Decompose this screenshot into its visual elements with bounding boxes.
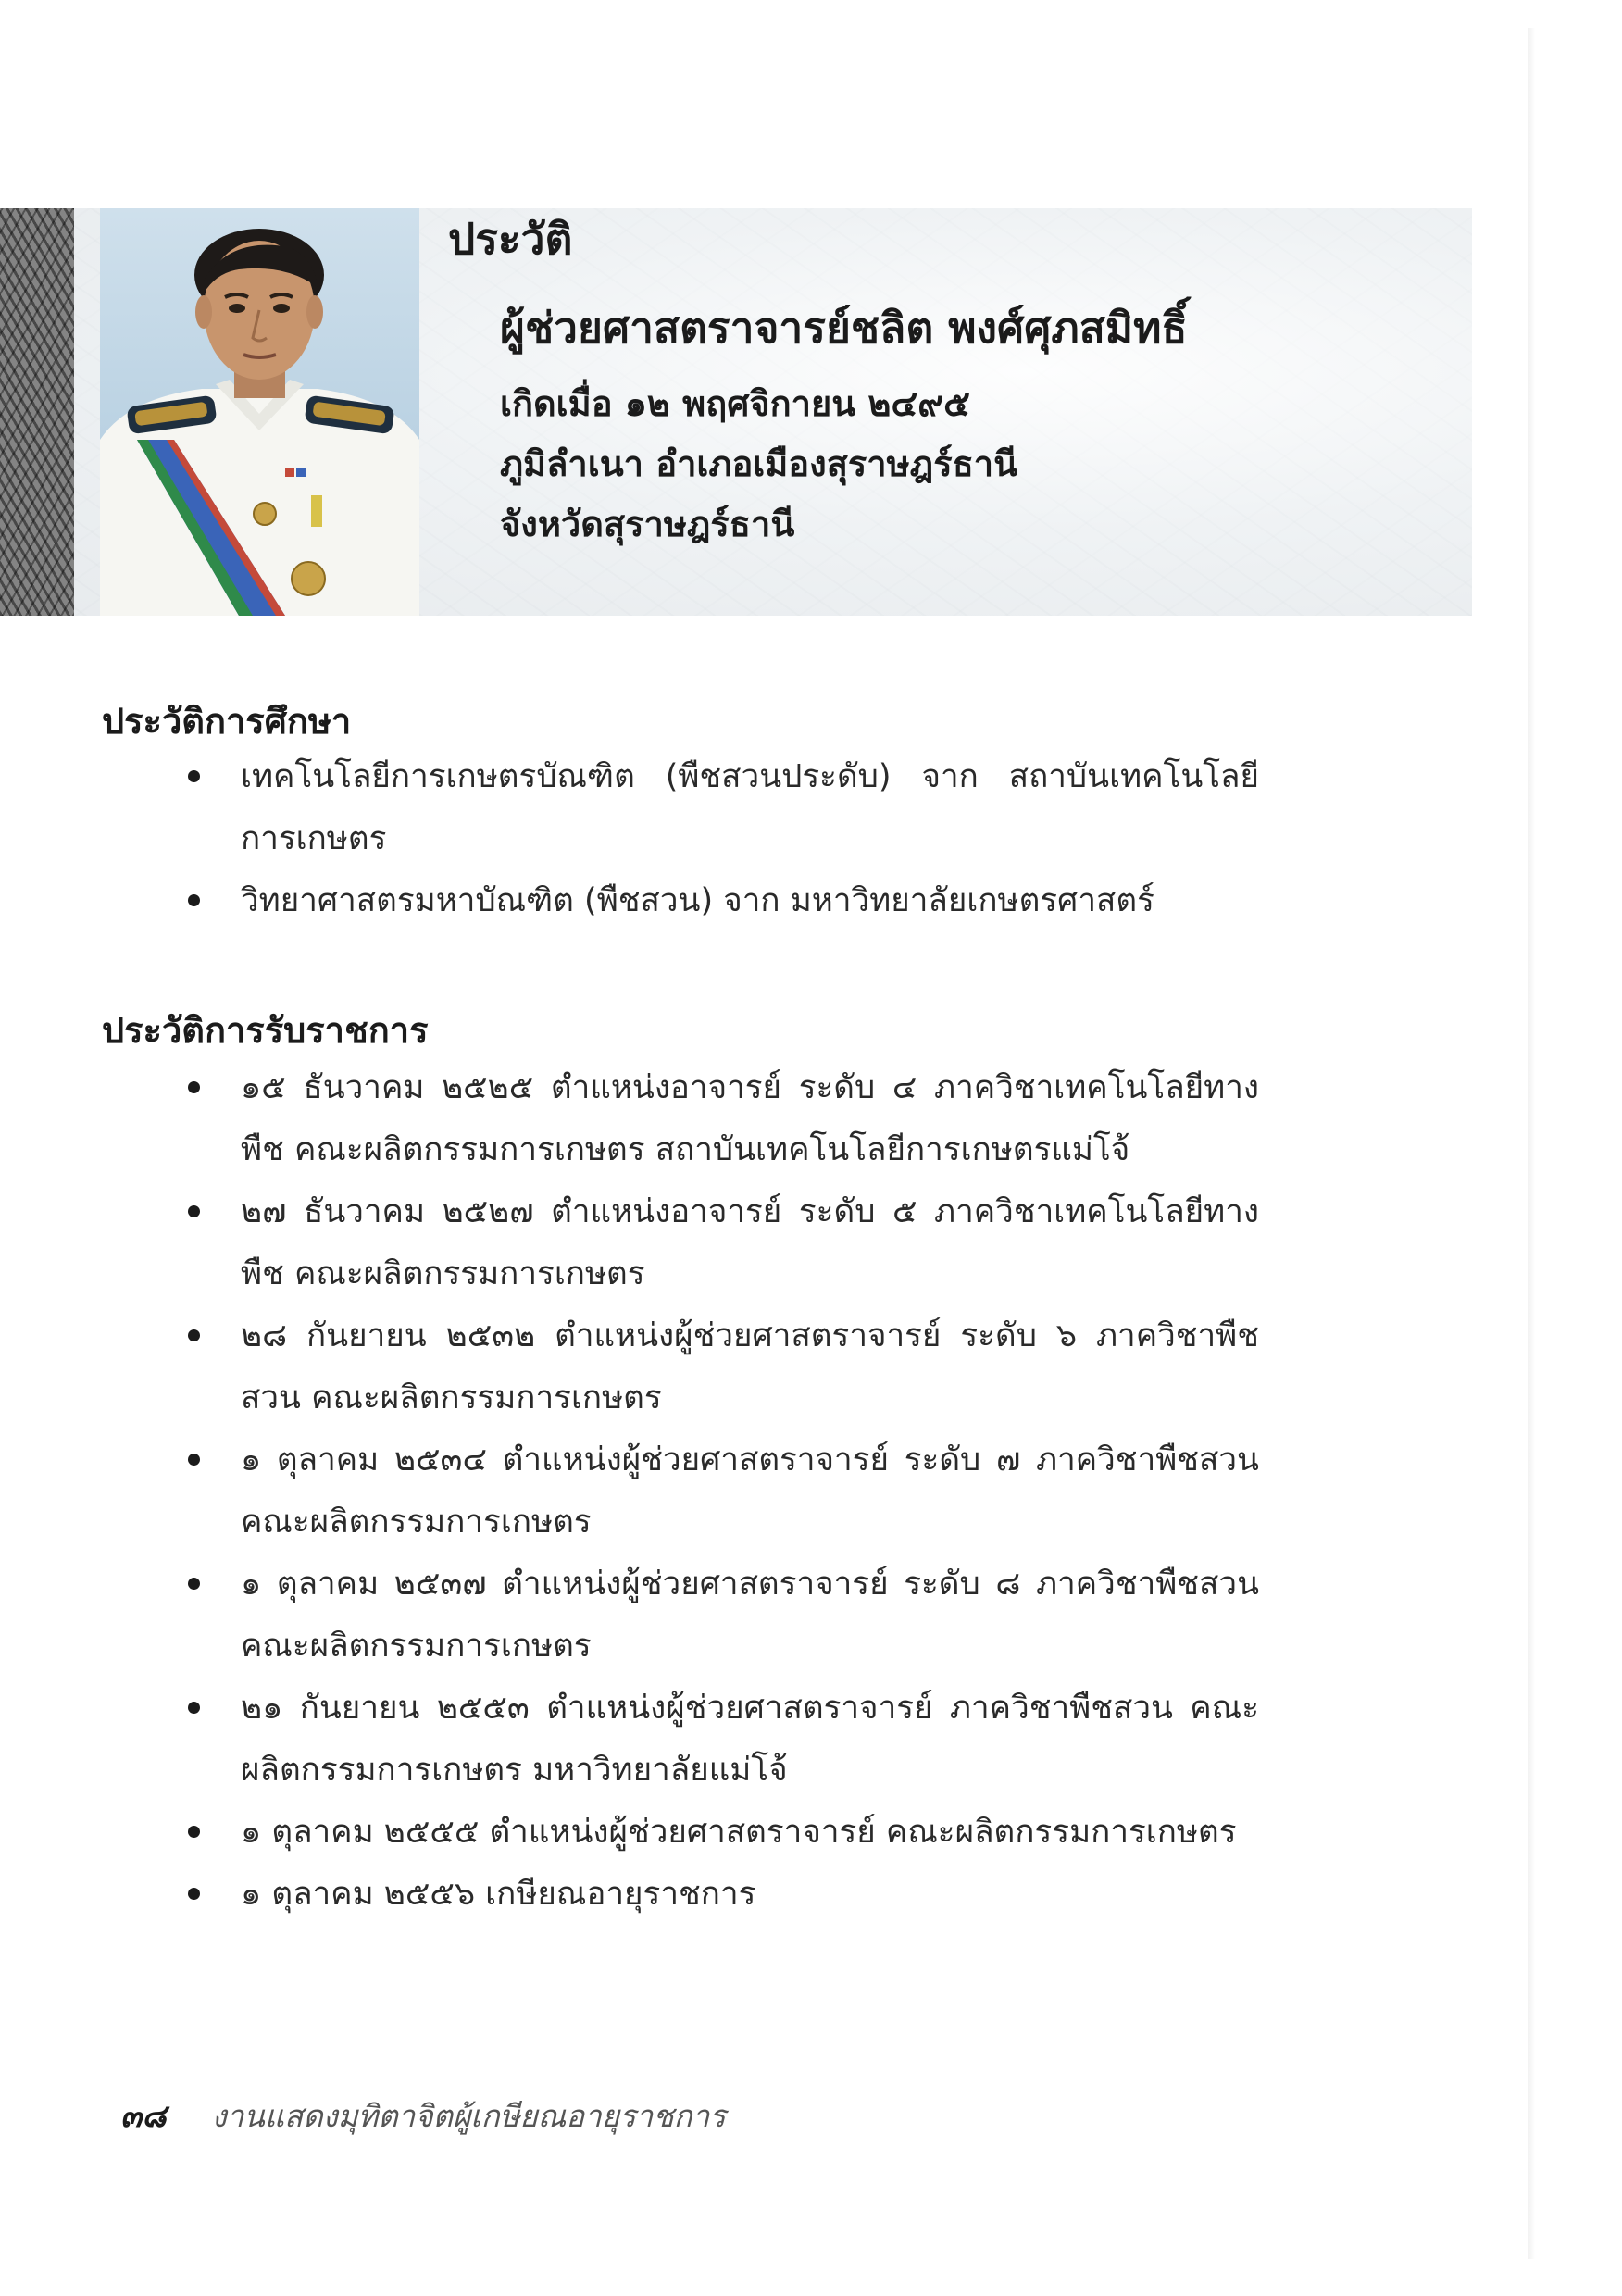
bullet-icon [188, 1454, 200, 1466]
career-item-text: ๑ ตุลาคม ๒๕๓๔ ตำแหน่งผู้ช่วยศาสตราจารย์ ระดับ ๗ ภาควิชาพืชสวน คณะผลิตกรรมการเกษตร [241, 1441, 1259, 1541]
list-item [0, 1057, 1259, 1181]
list-item [0, 746, 1259, 870]
career-item-text: ๒๑ กันยายน ๒๕๕๓ ตำแหน่งผู้ช่วยศาสตราจารย์ ภาควิชาพืชสวน คณะผลิตกรรมการเกษตร มหาวิทยาลัยแม่โจ้ [241, 1690, 1259, 1789]
bullet-icon [188, 1205, 200, 1217]
career-item-text: ๑ ตุลาคม ๒๕๓๗ ตำแหน่งผู้ช่วยศาสตราจารย์ ระดับ ๘ ภาควิชาพืชสวน คณะผลิตกรรมการเกษตร [241, 1566, 1259, 1665]
list-item [0, 1181, 1259, 1305]
footer-title: งานแสดงมุทิตาจิตผู้เกษียณอายุราชการ [211, 2098, 726, 2134]
education-item-text: วิทยาศาสตรมหาบัณฑิต (พืชสวน) จาก มหาวิทยาลัยเกษตรศาสตร์ [241, 882, 1154, 919]
list-item [0, 1678, 1259, 1802]
education-heading: ประวัติการศึกษา [102, 701, 352, 742]
leaf-texture-strip [0, 208, 74, 616]
hometown-line-1: ภูมิลำเนา อำเภอเมืองสุราษฎร์ธานี [500, 443, 1018, 484]
person-name: ผู้ช่วยศาสตราจารย์ชลิต พงศ์ศุภสมิทธิ์ [500, 303, 1188, 353]
bullet-icon [188, 1888, 200, 1900]
career-item-text: ๑ ตุลาคม ๒๕๕๕ ตำแหน่งผู้ช่วยศาสตราจารย์ คณะผลิตกรรมการเกษตร [241, 1814, 1237, 1851]
birth-date: เกิดเมื่อ ๑๒ พฤศจิกายน ๒๔๙๕ [500, 383, 970, 424]
list-item [0, 1802, 1259, 1864]
list-item [0, 1864, 1259, 1926]
list-item [0, 1305, 1259, 1429]
career-item-text: ๑๕ ธันวาคม ๒๕๒๕ ตำแหน่งอาจารย์ ระดับ ๔ ภาควิชาเทคโนโลยีทางพืช คณะผลิตกรรมการเกษตร สถาบันเทคโนโลยีการเกษตรแม่โจ้ [241, 1069, 1259, 1168]
list-item [0, 1554, 1259, 1678]
page-edge [1528, 28, 1535, 2259]
career-item-text: ๒๘ กันยายน ๒๕๓๒ ตำแหน่งผู้ช่วยศาสตราจารย์ ระดับ ๖ ภาควิชาพืชสวน คณะผลิตกรรมการเกษตร [241, 1317, 1259, 1416]
career-heading: ประวัติการรับราชการ [102, 1010, 429, 1051]
bullet-icon [188, 894, 200, 906]
bullet-icon [188, 1081, 200, 1093]
career-item-text: ๒๗ ธันวาคม ๒๕๒๗ ตำแหน่งอาจารย์ ระดับ ๕ ภาควิชาเทคโนโลยีทางพืช คณะผลิตกรรมการเกษตร [241, 1193, 1259, 1292]
bio-title: ประวัติ [448, 214, 573, 264]
bullet-icon [188, 770, 200, 782]
list-item [0, 1429, 1259, 1554]
hometown-line-2: จังหวัดสุราษฎร์ธานี [500, 504, 795, 544]
bullet-icon [188, 1578, 200, 1590]
career-item-text: ๑ ตุลาคม ๒๕๕๖ เกษียณอายุราชการ [241, 1876, 756, 1913]
bullet-icon [188, 1702, 200, 1714]
page-number: ๓๘ [120, 2098, 167, 2135]
career-list [0, 1057, 1296, 1926]
bullet-icon [188, 1826, 200, 1838]
page-footer [120, 2090, 726, 2140]
education-item-text: เทคโนโลยีการเกษตรบัณฑิต (พืชสวนประดับ) จาก สถาบันเทคโนโลยีการเกษตร [241, 758, 1259, 857]
bullet-icon [188, 1329, 200, 1341]
list-item [0, 870, 1259, 932]
portrait-photo [100, 208, 419, 616]
education-list [0, 746, 1296, 932]
